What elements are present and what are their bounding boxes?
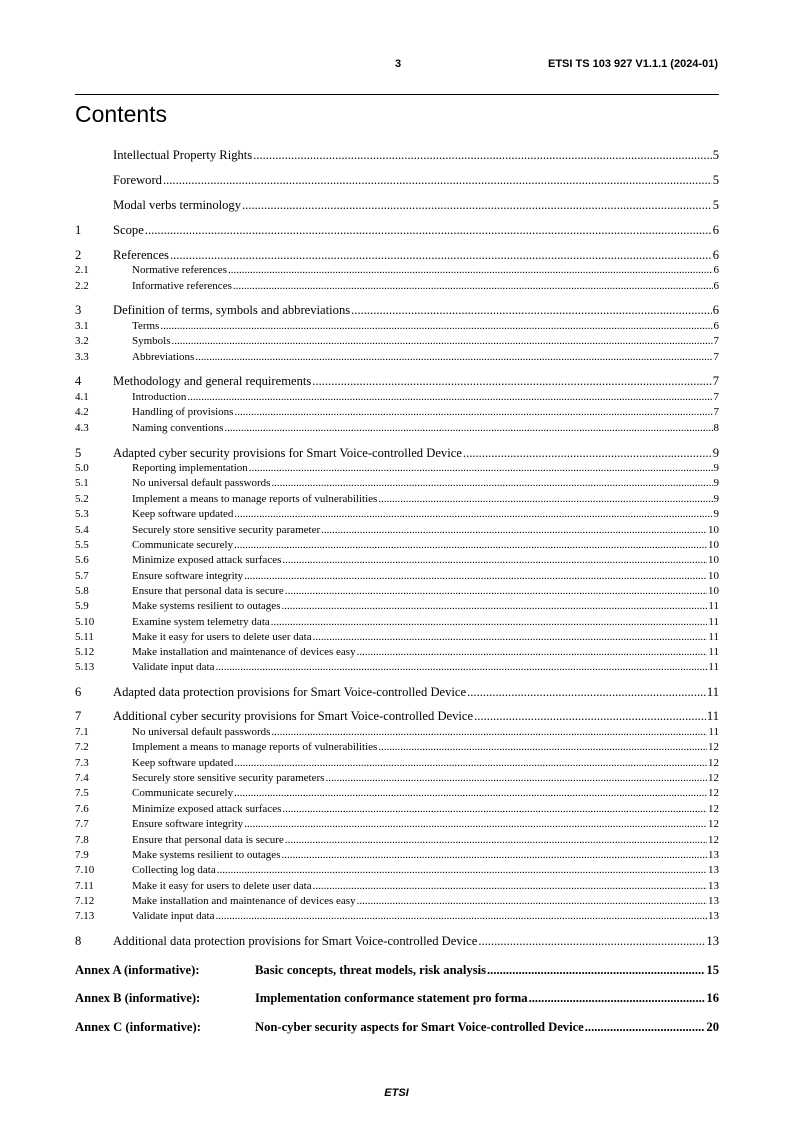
toc-entry-page: 6 [713, 320, 719, 332]
toc-entry-number: 3.1 [75, 320, 89, 332]
toc-entry-number: 5.2 [75, 493, 89, 505]
toc-dot-leader [244, 570, 707, 582]
toc-dot-leader [325, 772, 707, 784]
toc-entry-title: Validate input data [132, 910, 215, 922]
toc-entry-title: Modal verbs terminology [113, 198, 242, 212]
toc-entry-title: Examine system telemetry data [132, 616, 270, 628]
toc-entry-page: 10 [708, 570, 719, 582]
toc-entry-page: 7 [713, 391, 719, 403]
toc-dot-leader [244, 818, 707, 830]
toc-entry-number: 7.3 [75, 757, 89, 769]
toc-entry[interactable] [75, 585, 719, 597]
toc-entry[interactable] [75, 818, 719, 830]
toc-entry-title: Informative references [132, 280, 232, 292]
toc-entry[interactable] [75, 198, 719, 213]
toc-entry[interactable] [75, 600, 719, 612]
toc-entry-title: Adapted cyber security provisions for Smart Voice-controlled Device [113, 446, 462, 460]
toc-dot-leader [228, 264, 713, 276]
toc-entry-number: 5.6 [75, 554, 89, 566]
toc-entry-title: Minimize exposed attack surfaces [132, 554, 282, 566]
toc-entry-title: Implementation conformance statement pro forma [255, 991, 528, 1005]
toc-entry-page: 15 [706, 963, 719, 977]
toc-entry-page: 5 [712, 198, 719, 212]
toc-dot-leader [271, 726, 707, 738]
toc-entry-page: 6 [713, 280, 719, 292]
toc-entry[interactable] [75, 406, 719, 418]
toc-dot-leader [357, 895, 707, 907]
toc-entry-number: 5.0 [75, 462, 89, 474]
toc-entry[interactable] [75, 335, 719, 347]
toc-dot-leader [215, 661, 707, 673]
toc-entry-number: Annex A (informative): [75, 963, 200, 977]
toc-entry-number: Annex B (informative): [75, 991, 201, 1005]
toc-entry[interactable] [75, 803, 719, 815]
toc-entry-page: 5 [712, 173, 719, 187]
toc-entry-page: 10 [708, 585, 719, 597]
toc-entry[interactable] [75, 834, 719, 846]
toc-entry-number: 3.3 [75, 351, 89, 363]
toc-entry-title: Additional data protection provisions for Smart Voice-controlled Device [113, 934, 478, 948]
toc-entry[interactable] [75, 248, 719, 263]
toc-entry[interactable] [75, 477, 719, 489]
toc-entry-page: 11 [706, 685, 719, 699]
toc-entry-page: 11 [706, 709, 719, 723]
toc-entry-number: 5.1 [75, 477, 89, 489]
toc-dot-leader [281, 849, 707, 861]
toc-entry-page: 9 [713, 477, 719, 489]
toc-dot-leader [474, 709, 706, 724]
toc-entry-title: Symbols [132, 335, 171, 347]
toc-entry-number: 4.1 [75, 391, 89, 403]
toc-entry[interactable] [75, 741, 719, 753]
toc-entry-title: Communicate securely [132, 539, 234, 551]
toc-entry[interactable] [75, 539, 719, 551]
toc-entry[interactable] [75, 446, 719, 461]
toc-entry-title: No universal default passwords [132, 726, 271, 738]
toc-entry[interactable] [75, 173, 719, 188]
toc-dot-leader [282, 803, 707, 815]
toc-entry-title: Scope [113, 223, 144, 237]
toc-entry-title: Make systems resilient to outages [132, 600, 281, 612]
toc-entry-page: 12 [708, 834, 719, 846]
toc-entry[interactable] [75, 223, 719, 238]
toc-dot-leader [585, 1020, 706, 1035]
toc-entry-title: Implement a means to manage reports of vulnerabilities [132, 493, 378, 505]
toc-entry-number: 5.12 [75, 646, 95, 658]
toc-dot-leader [378, 493, 712, 505]
toc-entry-title: Handling of provisions [132, 406, 234, 418]
toc-entry-title: Implement a means to manage reports of vulnerabilities [132, 741, 378, 753]
toc-entry-number: 1 [75, 223, 82, 237]
toc-dot-leader [224, 422, 712, 434]
toc-entry-number: 4.2 [75, 406, 89, 418]
toc-entry-title: References [113, 248, 169, 262]
toc-dot-leader [145, 223, 712, 238]
toc-dot-leader [312, 374, 711, 389]
toc-dot-leader [217, 864, 707, 876]
toc-entry-title: Foreword [113, 173, 162, 187]
toc-entry-number: 7 [75, 709, 82, 723]
toc-entry-number: 7.11 [75, 880, 94, 892]
toc-entry[interactable] [75, 849, 719, 861]
toc-entry-number: 7.5 [75, 787, 89, 799]
toc-dot-leader [271, 477, 712, 489]
toc-entry-title: Securely store sensitive security parameter [132, 524, 321, 536]
toc-dot-leader [234, 757, 707, 769]
toc-dot-leader [163, 173, 712, 188]
toc-entry-page: 11 [708, 661, 719, 673]
header-rule [75, 94, 719, 95]
toc-entry-number: 7.13 [75, 910, 95, 922]
toc-entry[interactable] [75, 726, 719, 738]
toc-entry-page: 11 [708, 646, 719, 658]
toc-dot-leader [253, 148, 712, 163]
toc-entry-page: 11 [708, 600, 719, 612]
toc-dot-leader [285, 585, 707, 597]
toc-entry-title: Make it easy for users to delete user data [132, 631, 312, 643]
toc-entry[interactable] [75, 661, 719, 673]
toc-entry-title: Methodology and general requirements [113, 374, 312, 388]
toc-entry-page: 12 [708, 787, 719, 799]
document-id: ETSI TS 103 927 V1.1.1 (2024-01) [548, 58, 718, 70]
toc-dot-leader [242, 198, 712, 213]
toc-entry-page: 9 [713, 508, 719, 520]
toc-entry-page: 10 [708, 524, 719, 536]
toc-entry-page: 7 [713, 406, 719, 418]
toc-entry-number: 7.12 [75, 895, 95, 907]
toc-entry-page: 10 [708, 554, 719, 566]
toc-entry-number: 5.9 [75, 600, 89, 612]
toc-entry-page: 7 [713, 351, 719, 363]
toc-entry-title: Ensure that personal data is secure [132, 585, 284, 597]
toc-entry-title: No universal default passwords [132, 477, 271, 489]
toc-dot-leader [271, 616, 708, 628]
toc-entry-page: 10 [708, 539, 719, 551]
toc-entry-number: 5.8 [75, 585, 89, 597]
toc-entry-number: 4.3 [75, 422, 89, 434]
toc-entry-number: 7.6 [75, 803, 89, 815]
toc-entry-title: Terms [132, 320, 160, 332]
toc-entry-number: 8 [75, 934, 82, 948]
toc-entry-title: Make systems resilient to outages [132, 849, 281, 861]
toc-dot-leader [215, 910, 707, 922]
toc-entry-title: Communicate securely [132, 787, 234, 799]
toc-entry-title: Definition of terms, symbols and abbreviations [113, 303, 351, 317]
toc-entry-title: Ensure software integrity [132, 570, 244, 582]
toc-entry-number: 4 [75, 374, 82, 388]
toc-entry-number: 7.1 [75, 726, 89, 738]
toc-entry[interactable] [75, 616, 719, 628]
toc-entry-page: 13 [708, 910, 719, 922]
toc-entry-page: 12 [708, 757, 719, 769]
toc-entry-page: 9 [713, 462, 719, 474]
toc-entry-title: Additional cyber security provisions for Smart Voice-controlled Device [113, 709, 474, 723]
toc-dot-leader [357, 646, 708, 658]
toc-entry[interactable] [75, 264, 719, 276]
toc-entry[interactable] [75, 646, 719, 658]
toc-entry-number: 2.1 [75, 264, 89, 276]
toc-entry-page: 12 [708, 772, 719, 784]
toc-entry-title: Adapted data protection provisions for Smart Voice-controlled Device [113, 685, 467, 699]
toc-entry[interactable] [75, 422, 719, 434]
toc-entry-number: 5 [75, 446, 82, 460]
toc-dot-leader [160, 320, 712, 332]
toc-entry[interactable] [75, 280, 719, 292]
toc-entry[interactable] [75, 524, 719, 536]
toc-entry-page: 9 [713, 493, 719, 505]
toc-entry-page: 16 [706, 991, 719, 1005]
toc-entry-title: Basic concepts, threat models, risk analysis [255, 963, 487, 977]
toc-dot-leader [313, 880, 707, 892]
toc-entry-title: Naming conventions [132, 422, 224, 434]
toc-entry[interactable] [75, 864, 719, 876]
toc-entry[interactable] [75, 148, 719, 163]
toc-entry-page: 8 [713, 422, 719, 434]
toc-entry-number: 7.4 [75, 772, 89, 784]
toc-entry-page: 13 [706, 934, 719, 948]
toc-entry-page: 11 [708, 726, 719, 738]
toc-entry[interactable] [75, 493, 719, 505]
toc-entry[interactable] [75, 910, 719, 922]
contents-title: Contents [75, 101, 168, 127]
toc-entry-number: 2.2 [75, 280, 89, 292]
toc-entry-number: 5.11 [75, 631, 94, 643]
toc-entry[interactable] [75, 772, 719, 784]
toc-entry-page: 13 [708, 895, 719, 907]
toc-entry[interactable] [75, 895, 719, 907]
toc-entry[interactable] [75, 880, 719, 892]
toc-dot-leader [172, 335, 713, 347]
toc-entry-page: 5 [712, 148, 719, 162]
toc-entry-number: 7.7 [75, 818, 89, 830]
toc-entry-page: 9 [712, 446, 719, 460]
toc-entry-page: 12 [708, 741, 719, 753]
toc-entry-page: 12 [708, 818, 719, 830]
toc-entry-page: 6 [712, 303, 719, 317]
toc-annex-entry[interactable] [75, 963, 719, 978]
toc-entry[interactable] [75, 570, 719, 582]
toc-entry-page: 11 [708, 631, 719, 643]
toc-entry[interactable] [75, 374, 719, 389]
toc-entry[interactable] [75, 685, 719, 700]
toc-entry-number: 7.9 [75, 849, 89, 861]
toc-entry-page: 7 [712, 374, 719, 388]
toc-dot-leader [234, 787, 707, 799]
toc-dot-leader [233, 280, 713, 292]
toc-dot-leader [467, 685, 706, 700]
toc-entry-title: Collecting log data [132, 864, 216, 876]
toc-dot-leader [463, 446, 712, 461]
toc-entry-title: Make installation and maintenance of devices easy [132, 646, 356, 658]
toc-dot-leader [170, 248, 712, 263]
toc-entry[interactable] [75, 709, 719, 724]
page-footer: ETSI [384, 1087, 409, 1099]
toc-entry-number: 5.5 [75, 539, 89, 551]
toc-entry-title: Keep software updated [132, 508, 234, 520]
toc-entry-page: 6 [713, 264, 719, 276]
toc-entry-number: 2 [75, 248, 82, 262]
toc-entry-page: 13 [708, 880, 719, 892]
toc-entry-number: Annex C (informative): [75, 1020, 201, 1034]
toc-dot-leader [195, 351, 712, 363]
toc-entry-number: 5.4 [75, 524, 89, 536]
toc-entry-number: 5.7 [75, 570, 89, 582]
toc-entry-title: Ensure software integrity [132, 818, 244, 830]
toc-entry-title: Minimize exposed attack surfaces [132, 803, 282, 815]
toc-entry-page: 11 [708, 616, 719, 628]
toc-entry-title: Normative references [132, 264, 227, 276]
toc-entry-page: 13 [708, 864, 719, 876]
toc-entry-page: 20 [706, 1020, 719, 1034]
toc-entry-number: 7.2 [75, 741, 89, 753]
toc-entry-number: 7.10 [75, 864, 95, 876]
toc-entry-number: 5.13 [75, 661, 95, 673]
toc-dot-leader [529, 991, 706, 1006]
toc-entry-title: Validate input data [132, 661, 215, 673]
toc-dot-leader [234, 406, 712, 418]
toc-annex-entry[interactable] [75, 1020, 719, 1035]
toc-annex-entry[interactable] [75, 991, 719, 1006]
toc-dot-leader [321, 524, 707, 536]
toc-entry-number: 5.3 [75, 508, 89, 520]
toc-entry-title: Keep software updated [132, 757, 234, 769]
page-number: 3 [394, 58, 402, 70]
toc-dot-leader [351, 303, 712, 318]
toc-dot-leader [285, 834, 707, 846]
toc-entry-number: 6 [75, 685, 82, 699]
toc-dot-leader [187, 391, 712, 403]
toc-dot-leader [478, 934, 705, 949]
toc-entry-number: 3 [75, 303, 82, 317]
toc-entry-title: Non-cyber security aspects for Smart Voice-controlled Device [255, 1020, 584, 1034]
toc-dot-leader [378, 741, 707, 753]
toc-entry-page: 12 [708, 803, 719, 815]
toc-entry[interactable] [75, 554, 719, 566]
toc-dot-leader [282, 554, 707, 566]
toc-entry[interactable] [75, 391, 719, 403]
toc-dot-leader [234, 539, 707, 551]
toc-entry-title: Introduction [132, 391, 187, 403]
toc-entry[interactable] [75, 303, 719, 318]
toc-entry-page: 6 [712, 223, 719, 237]
toc-entry-title: Make installation and maintenance of devices easy [132, 895, 356, 907]
toc-dot-leader [487, 963, 705, 978]
toc-entry-title: Ensure that personal data is secure [132, 834, 284, 846]
toc-entry-title: Abbreviations [132, 351, 195, 363]
toc-dot-leader [313, 631, 708, 643]
toc-entry-title: Reporting implementation [132, 462, 248, 474]
toc-entry-title: Make it easy for users to delete user data [132, 880, 312, 892]
toc-dot-leader [249, 462, 713, 474]
toc-entry-title: Intellectual Property Rights [113, 148, 253, 162]
toc-entry[interactable] [75, 934, 719, 949]
toc-entry-page: 7 [713, 335, 719, 347]
toc-entry-title: Securely store sensitive security parameters [132, 772, 325, 784]
toc-entry[interactable] [75, 787, 719, 799]
toc-entry-number: 5.10 [75, 616, 95, 628]
toc-entry-number: 7.8 [75, 834, 89, 846]
toc-entry[interactable] [75, 631, 719, 643]
toc-dot-leader [234, 508, 712, 520]
toc-entry[interactable] [75, 757, 719, 769]
toc-entry-page: 6 [712, 248, 719, 262]
toc-entry[interactable] [75, 508, 719, 520]
toc-entry[interactable] [75, 351, 719, 363]
toc-entry-number: 3.2 [75, 335, 89, 347]
toc-dot-leader [281, 600, 707, 612]
toc-entry-page: 13 [708, 849, 719, 861]
toc-entry[interactable] [75, 462, 719, 474]
toc-entry[interactable] [75, 320, 719, 332]
